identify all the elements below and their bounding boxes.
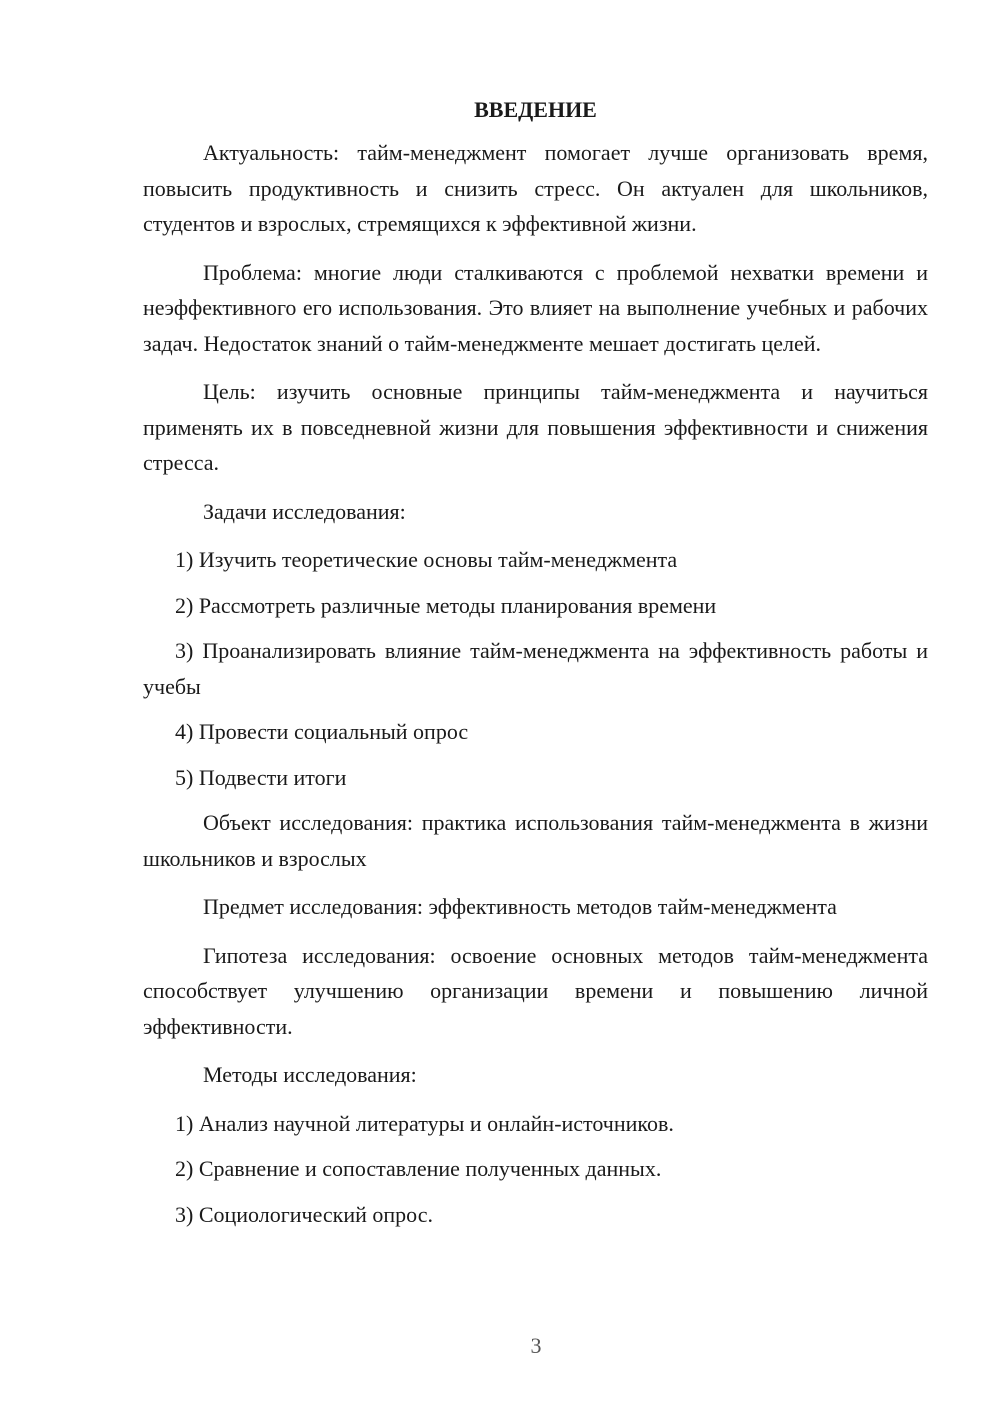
- task-item-5: 5) Подвести итоги: [175, 764, 347, 790]
- subject-paragraph: Предмет исследования: эффективность методов тайм-менеджмента: [203, 894, 837, 919]
- method-item-2: 2) Сравнение и сопоставление полученных данных.: [175, 1156, 662, 1181]
- problem-paragraph: Проблема: многие люди сталкиваются с проблемой нехватки времени и неэффективного его использования. Это влияет на выполнение учебных и рабочих задач. Недостаток знаний о тайм-менеджменте мешает достигать целей.: [143, 259, 928, 356]
- page-title: ВВЕДЕНИЕ: [474, 97, 597, 122]
- method-item-1: 1) Анализ научной литературы и онлайн-источников.: [175, 1110, 674, 1136]
- page-number: 3: [530, 1333, 542, 1358]
- goal-paragraph: Цель: изучить основные принципы тайм-менеджмента и научиться применять их в повседневной жизни для повышения эффективности и снижения стресса.: [143, 379, 928, 475]
- task-item-1: 1) Изучить теоретические основы тайм-менеджмента: [175, 547, 678, 572]
- task-item-4: 4) Провести социальный опрос: [175, 719, 469, 744]
- relevance-paragraph: Актуальность: тайм-менеджмент помогает лучше организовать время, повысить продуктивность и снизить стресс. Он актуален для школьников, студентов и взрослых, стремящихся к эффективной жизни.: [143, 140, 928, 236]
- method-item-3: 3) Социологический опрос.: [175, 1201, 433, 1227]
- task-item-2: 2) Рассмотреть различные методы планирования времени: [175, 592, 717, 618]
- document-page: [143, 92, 928, 1242]
- object-paragraph: Объект исследования: практика использования тайм-менеджмента в жизни школьников и взрослых: [143, 810, 928, 871]
- methods-heading: Методы исследования:: [203, 1062, 417, 1087]
- tasks-heading: Задачи исследования:: [203, 498, 406, 524]
- hypothesis-paragraph: Гипотеза исследования: освоение основных методов тайм-менеджмента способствует улучшению организации времени и повышению личной эффективности.: [143, 942, 928, 1039]
- task-item-3: 3) Проанализировать влияние тайм-менеджмента на эффективность работы и учебы: [143, 638, 928, 699]
